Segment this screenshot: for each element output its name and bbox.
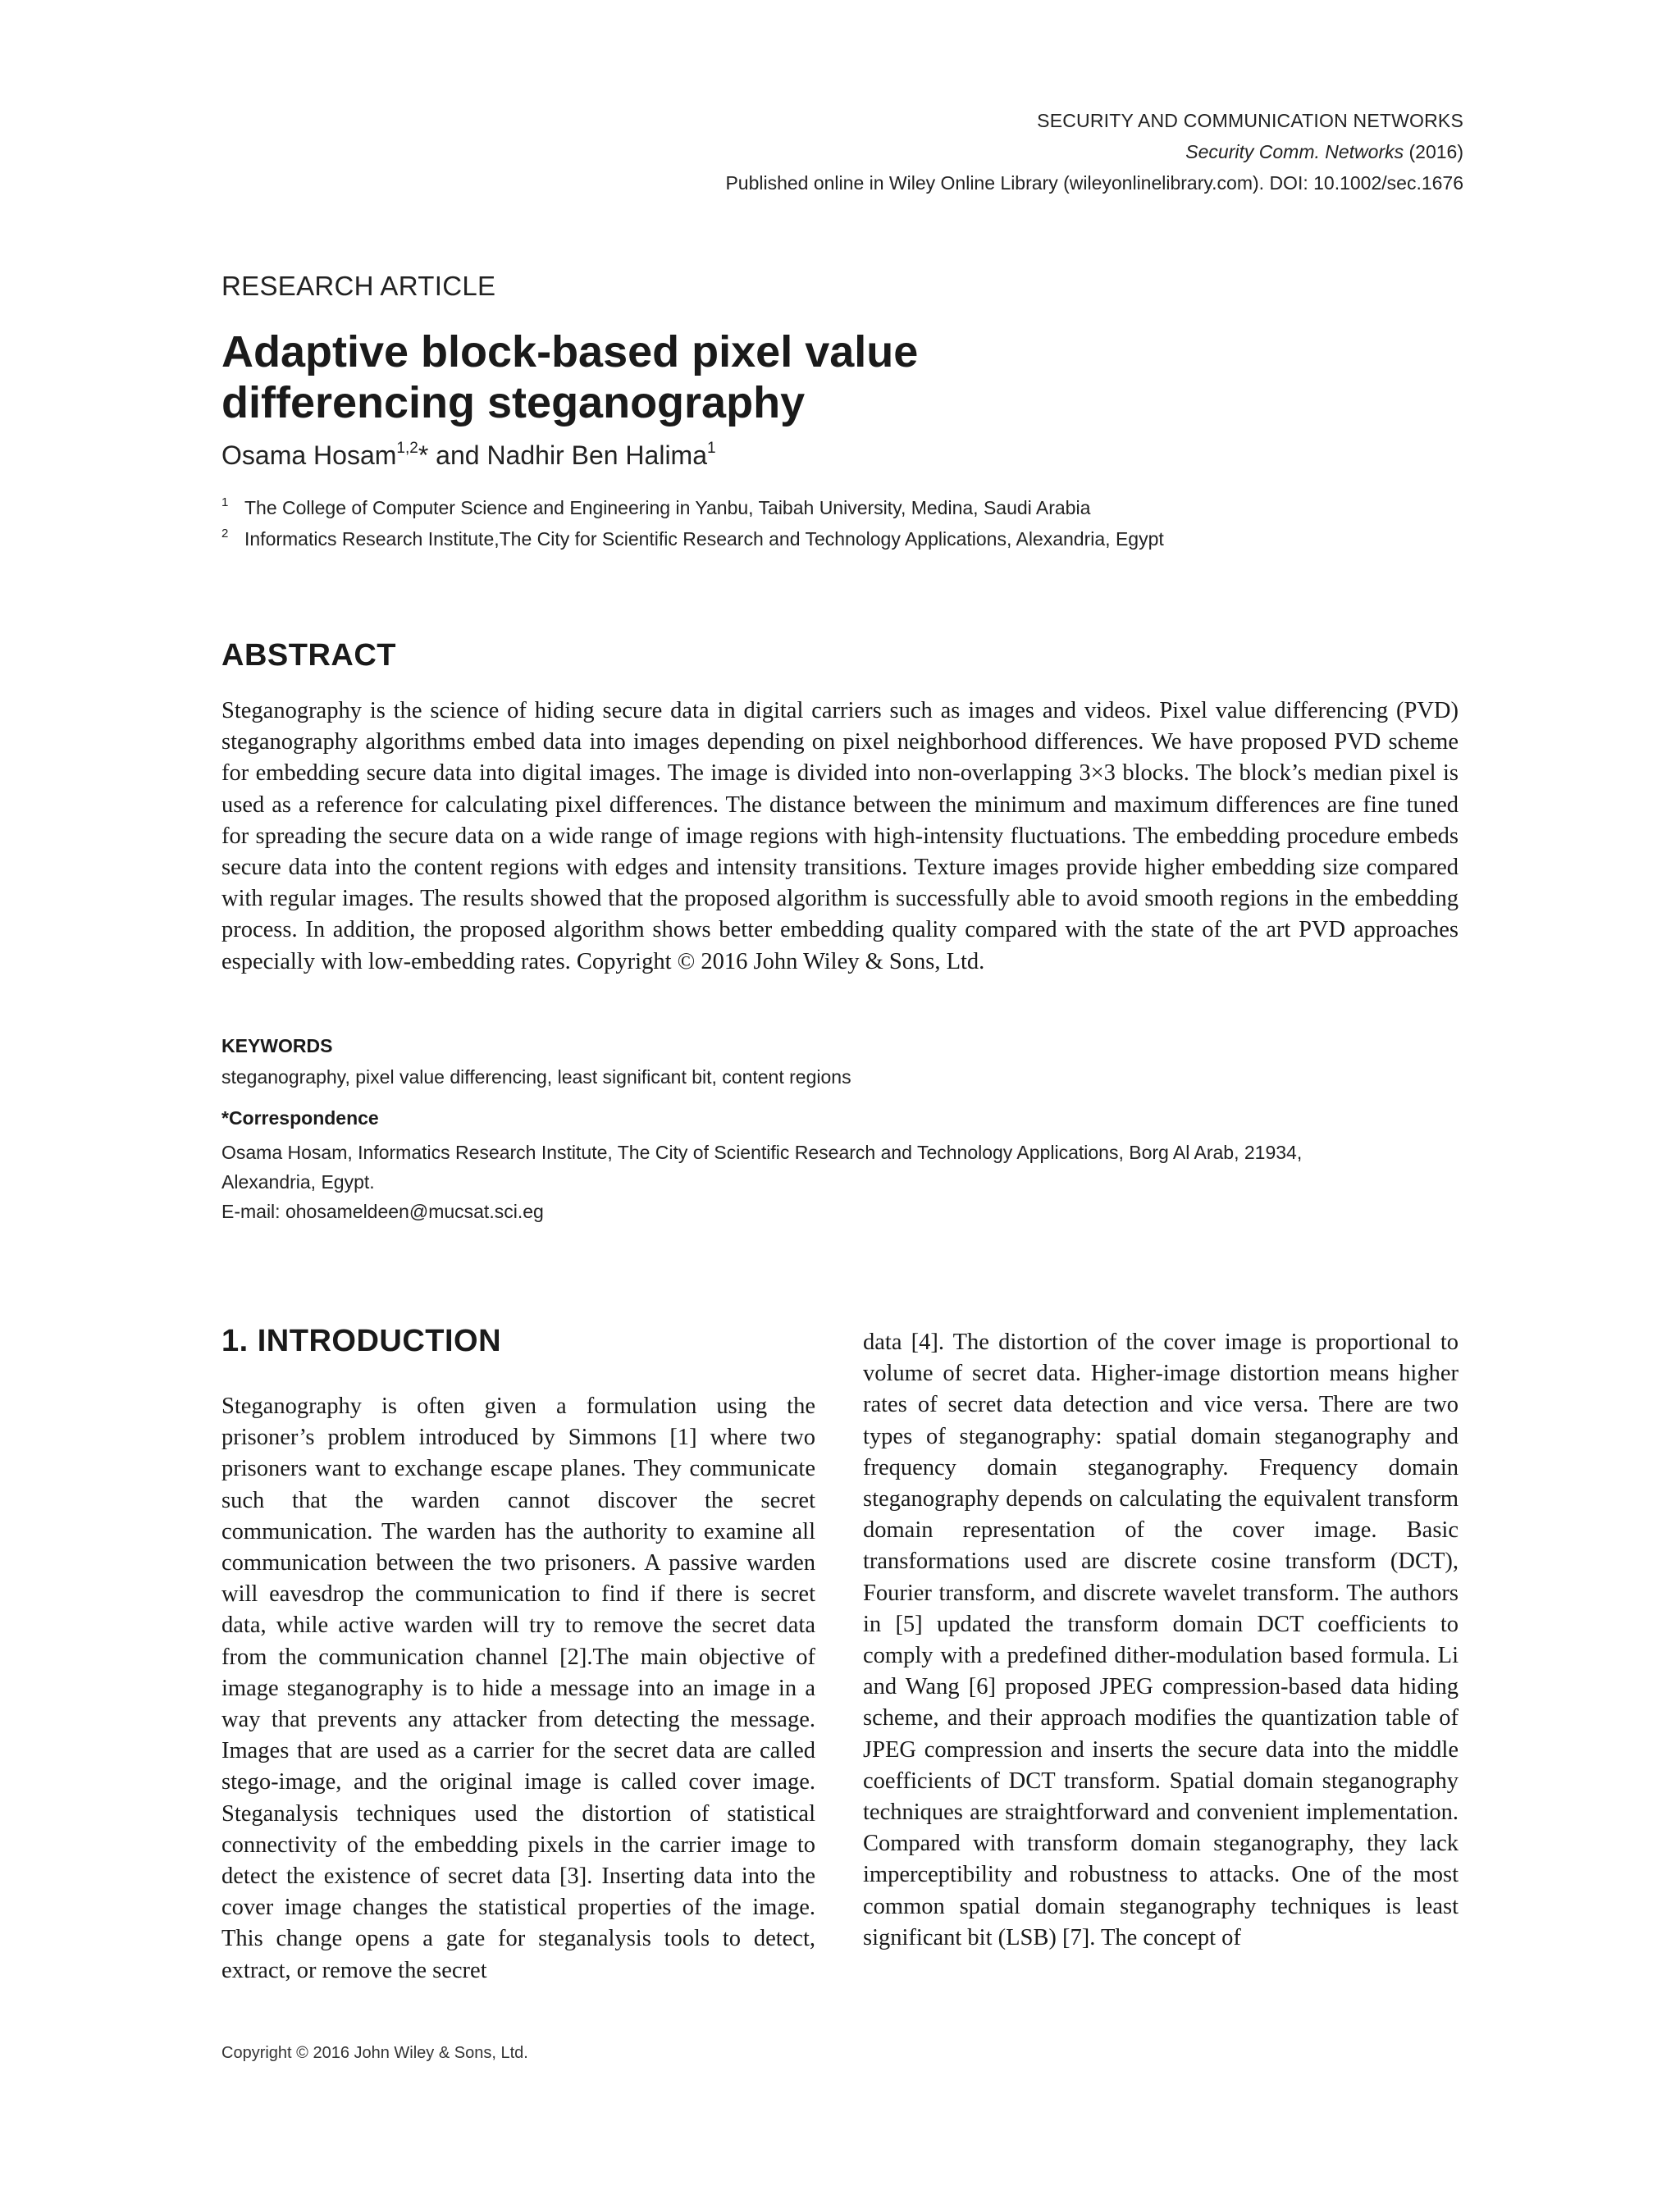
affiliations	[221, 492, 1164, 554]
journal-name: SECURITY AND COMMUNICATION NETWORKS	[1037, 110, 1463, 131]
introduction-heading: 1. INTRODUCTION	[221, 1324, 502, 1358]
journal-year: (2016)	[1408, 141, 1463, 162]
affiliation-1	[221, 492, 1164, 523]
affiliation-text: Informatics Research Institute,The City for Scientific Research and Technology Applications, Alexandria, Egypt	[244, 528, 1164, 550]
corresponding-author-mark: *	[418, 440, 429, 470]
paper-title-line-2: differencing steganography	[221, 378, 806, 427]
keywords-text: steganography, pixel value differencing, least significant bit, content regions	[221, 1066, 851, 1088]
affiliation-text: The College of Computer Science and Engineering in Yanbu, Taibah University, Medina, Saudi Arabia	[244, 497, 1091, 518]
article-type: RESEARCH ARTICLE	[221, 271, 496, 301]
correspondence-address-line-1: Osama Hosam, Informatics Research Institute, The City of Scientific Research and Technology Applications, Borg Al Arab, 21934,	[221, 1142, 1303, 1163]
author-1-affiliations: 1,2	[396, 440, 418, 457]
paper-title	[221, 326, 1370, 428]
published-line: Published online in Wiley Online Library (wileyonlinelibrary.com). DOI: 10.1002/sec.1676	[725, 172, 1463, 194]
footer-copyright: Copyright © 2016 John Wiley & Sons, Ltd.	[221, 2044, 528, 2062]
correspondence-heading: *Correspondence	[221, 1107, 379, 1129]
author-1: Osama Hosam	[221, 440, 397, 470]
author-2: Nadhir Ben Halima	[486, 440, 707, 470]
affiliation-number: 2	[221, 527, 229, 541]
correspondence-email: E-mail: ohosameldeen@mucsat.sci.eg	[221, 1201, 544, 1222]
correspondence-address-line-2: Alexandria, Egypt.	[221, 1171, 375, 1193]
journal-abbrev: Security Comm. Networks	[1185, 141, 1404, 162]
abstract-heading: ABSTRACT	[221, 638, 396, 673]
authors	[221, 440, 716, 471]
paper-title-line-1: Adaptive block-based pixel value	[221, 327, 919, 376]
author-connector: and	[428, 440, 487, 470]
affiliation-2	[221, 523, 1164, 554]
affiliation-number: 1	[221, 495, 229, 509]
author-2-affiliations: 1	[707, 440, 716, 457]
introduction-left-column: Steganography is often given a formulation using the prisoner’s problem introduced by Simmons [1] where two prisoners want to exchange escape planes. They communicate such that the warden cannot discover the secret communication. The warden has the authority to examine all communication between the two prisoners. A passive warden will eavesdrop the communication to find if there is secret data, while active warden will try to remove the secret data from the communication channel [2].The main objective of image steganography is to hide a message into an image in a way that prevents any attacker from detecting the message. Images that are used as a carrier for the secret data are called stego-image, and the original image is called cover image. Steganalysis techniques used the distortion of statistical connectivity of the embedding pixels in the carrier image to detect the existence of secret data [3]. Inserting data into the cover image changes the statistical properties of the image. This change opens a gate for steganalysis tools to detect, extract, or remove the secret	[221, 1394, 815, 1983]
journal-header	[725, 105, 1463, 198]
correspondence-details	[221, 1138, 1460, 1226]
keywords-heading: KEYWORDS	[221, 1035, 333, 1056]
journal-citation	[725, 136, 1463, 167]
abstract-body: Steganography is the science of hiding secure data in digital carriers such as images and videos. Pixel value differencing (PVD) steganography algorithms embed data into images depending on pixel neighborhood differences. We have proposed PVD scheme for embedding secure data into digital images. The image is divided into non-overlapping 3×3 blocks. The block’s median pixel is used as a reference for calculating pixel differences. The distance between the minimum and maximum differences are fine tuned for spreading the secure data on a wide range of image regions with high-intensity fluctuations. The embedding procedure embeds secure data into the content regions with edges and intensity transitions. Texture images provide higher embedding size compared with regular images. The results showed that the proposed algorithm is successfully able to avoid smooth regions in the embedding process. In addition, the proposed algorithm shows better embedding quality compared with the state of the art PVD approaches especially with low-embedding rates. Copyright © 2016 John Wiley & Sons, Ltd.	[221, 698, 1459, 974]
introduction-right-column: data [4]. The distortion of the cover image is proportional to volume of secret data. Higher-image distortion means higher rates of secret data detection and vice versa. There are two types of steganography: spatial domain steganography and frequency domain steganography. Frequency domain steganography depends on calculating the equivalent transform domain representation of the cover image. Basic transformations used are discrete cosine transform (DCT), Fourier transform, and discrete wavelet transform. The authors in [5] updated the transform domain DCT coefficients to comply with a predefined dither-modulation based formula. Li and Wang [6] proposed JPEG compression-based data hiding scheme, and their approach modifies the quantization table of JPEG compression and inserts the secure data into the middle coefficients of DCT transform. Spatial domain steganography techniques are straightforward and convenient implementation. Compared with transform domain steganography, they lack imperceptibility and robustness to attacks. One of the most common spatial domain steganography techniques is least significant bit (LSB) [7]. The concept of	[863, 1330, 1459, 1950]
